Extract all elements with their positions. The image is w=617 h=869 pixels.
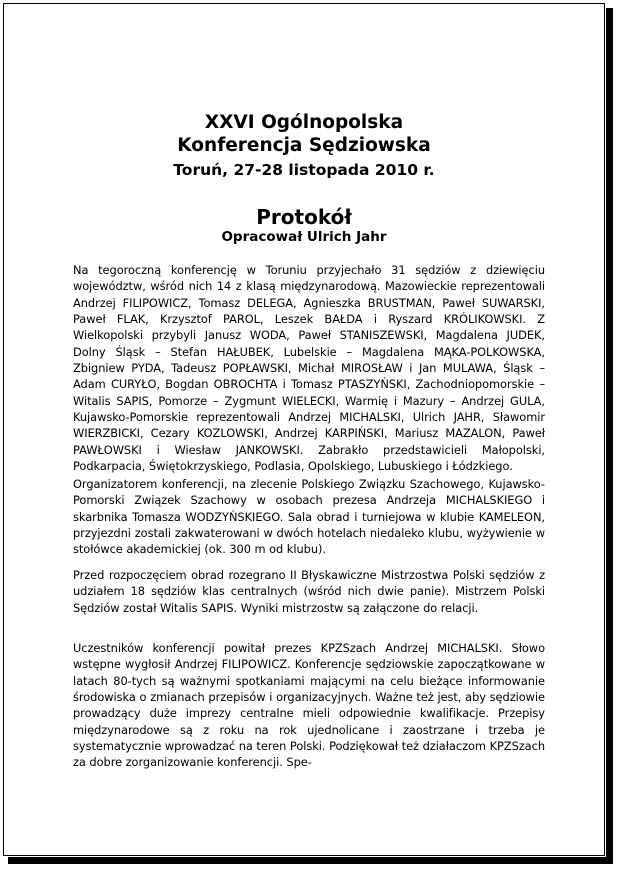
page-shadow-bottom — [8, 857, 613, 864]
document-page — [3, 3, 605, 856]
title-line-1: XXVI Ogólnopolska — [204, 112, 404, 133]
paragraph-organizer: Organizatorem konferencji, na zlecenie Polskiego Związku Szachowego, Kujawsko-Pomorski Związek Szachowy w osobach prezesa Andrzeja MICHALSKIEGO i skarbnika Tomasza WODZYŃSKIEGO. Sala obrad i turniejowa w klubie KAMELEON, przyjezdni zostali zakwaterowani w dwóch hotelach niedaleko klubu, wyżywienie w stołówce akademickiej (ok. 300 m od klubu). — [73, 477, 545, 557]
page-shadow-right — [606, 8, 613, 863]
paragraph-participants: Na tegoroczną konferencję w Toruniu przyjechało 31 sędziów z dziewięciu województw, wśród nich 14 z klasą międzynarodową. Mazowieckie reprezentowali Andrzej FILIPOWICZ, Tomasz DELEGA, Agnieszka BRUSTMAN, Paweł SUWARSKI, Paweł FLAK, Krzysztof PAROL, Leszek BAŁDA i Ryszard KRÓLIKOWSKI. Z Wielkopolski przybyli Janusz WODA, Paweł STANISZEWSKI, Magdalena JUDEK, Dolny Śląsk – Stefan HAŁUBEK, Lubelskie – Magdalena MĄKA-POLKOWSKA, Zbigniew PYDA, Tadeusz POPŁAWSKI, Michał MIROSŁAW i Jan MULAWA, Śląsk – Adam CURYŁO, Bogdan OBROCHTA i Tomasz PTASZYŃSKI, Zachodniopomorskie – Witalis SAPIS, Pomorze – Zygmunt WIELECKI, Warmię i Mazury – Andrzej GULA, Kujawsko-Pomorskie reprezentowali Andrzej MICHALSKI, Ulrich JAHR, Sławomir WIERZBICKI, Cezary KOZLOWSKI, Andrzej KARPIŃSKI, Mariusz MAZALON, Paweł PAWŁOWSKI i Wiesław JANKOWSKI. Zabrakło przedstawicieli Małopolski, Podkarpacia, Świętokrzyskiego, Podlasia, Opolskiego, Lubuskiego i Łódzkiego. — [73, 263, 545, 474]
paragraph-blitz-championship: Przed rozpoczęciem obrad rozegrano II Błyskawiczne Mistrzostwa Polski sędziów z udziałem 18 sędziów klas centralnych (wśród nich dwie panie). Mistrzem Polski Sędziów został Witalis SAPIS. Wyniki mistrzostw są załączone do relacji. — [73, 568, 545, 615]
document-type-heading: Protokół — [256, 205, 352, 229]
paragraph-opening: Uczestników konferencji powitał prezes KPZSzach Andrzej MICHALSKI. Słowo wstępne wygłosił Andrzej FILIPOWICZ. Konferencje sędziowskie zapoczątkowane w latach 80-tych są ważnymi spotkaniami mającymi na celu bieżące informowanie środowiska o zmianach przepisów i organizacyjnych. Ważne też jest, aby sędziowie prowadzący duże imprezy centralne mieli odpowiednie kwalifikacje. Przepisy międzynarodowe są z roku na rok ujednolicane i zaostrzane i trzeba je systematycznie wprowadzać na teren Polski. Podziękował też działaczom KPZSzach za dobre zorganizowanie konferencji. Spe- — [73, 641, 545, 770]
title-line-2: Konferencja Sędziowska — [177, 135, 431, 156]
place-and-date: Toruń, 27-28 listopada 2010 r. — [173, 161, 435, 179]
author-line: Opracował Ulrich Jahr — [221, 229, 387, 245]
